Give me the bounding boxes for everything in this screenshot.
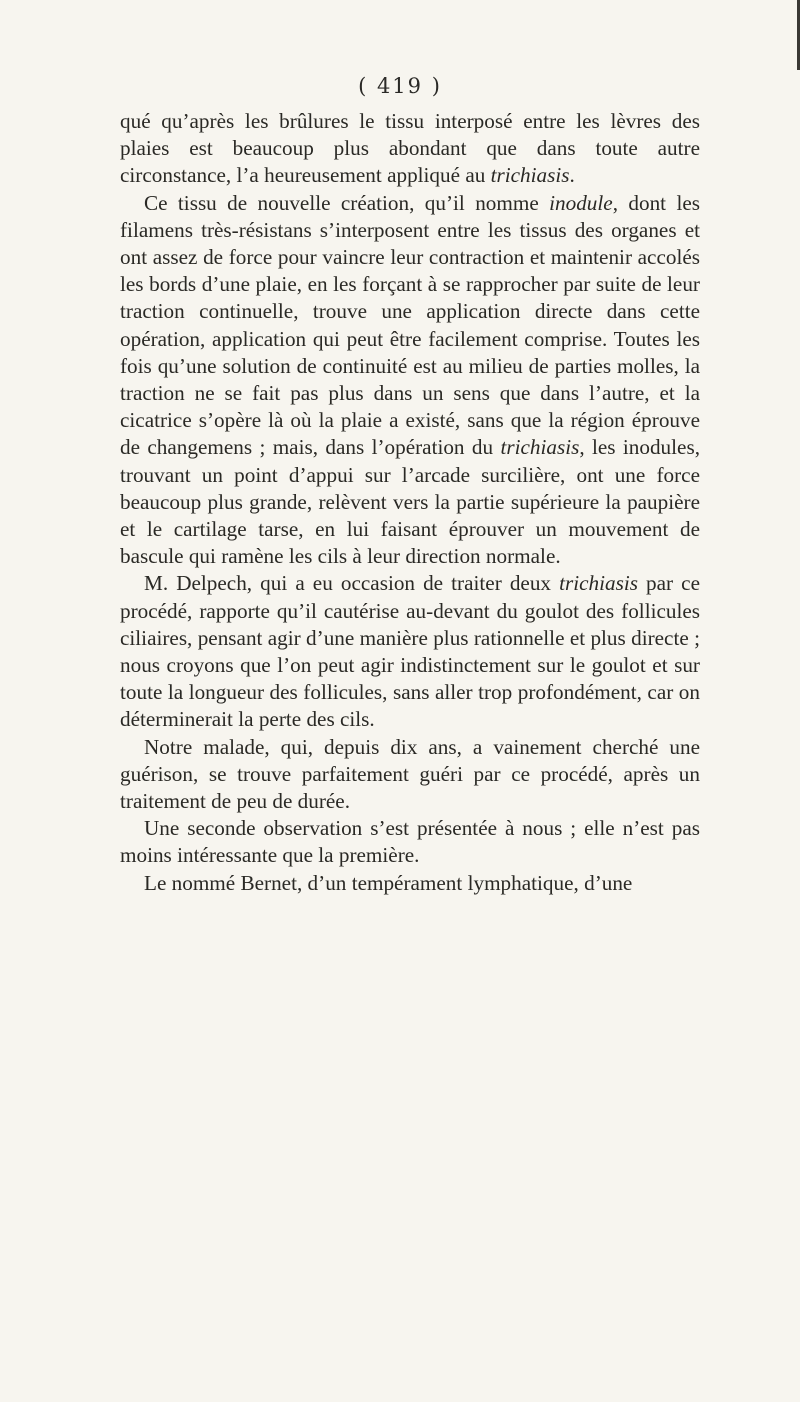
paragraph-6 xyxy=(120,870,700,897)
paragraph-5 xyxy=(120,815,700,869)
text-span: Ce tissu de nouvelle création, qu’il nomme xyxy=(144,190,550,215)
paragraph-1 xyxy=(120,108,700,190)
italic-term: trichiasis xyxy=(500,435,580,460)
text-span: M. Delpech, qui a eu occasion de traiter deux xyxy=(144,571,560,596)
italic-term: inodule xyxy=(549,190,613,215)
italic-term: trichiasis xyxy=(559,571,638,596)
paragraph-2 xyxy=(120,190,700,571)
text-span: Une seconde observation s’est présentée à nous ; elle n’est pas moins intéressante que la première. xyxy=(120,816,700,868)
body-text xyxy=(120,108,700,897)
text-span: qué qu’après les brûlures le tissu interposé entre les lèvres des plaies est beaucoup plus abondant que dans toute autre circonstance, l’a heureusement appliqué au xyxy=(120,109,700,188)
text-span: Le nommé Bernet, d’un tempérament lymphatique, d’une xyxy=(144,870,633,895)
paragraph-3 xyxy=(120,570,700,733)
text-span: . xyxy=(569,163,575,188)
page-number: ( 419 ) xyxy=(358,74,442,98)
italic-term: trichiasis xyxy=(490,163,570,188)
text-span: , les inodules, trouvant un point d’appui sur l’arcade surcilière, ont une force beaucoup plus grande, relèvent vers la partie supérieure la paupière et le cartilage tarse, en lui faisant éprouver un mouvement de bascule qui ramène les cils à leur direction normale. xyxy=(120,435,700,569)
paragraph-4 xyxy=(120,734,700,816)
text-span: , dont les filamens très-résistans s’interposent entre les tissus des organes et ont assez de force pour vaincre leur contraction et maintenir accolés les bords d’une plaie, en les forçant à se rapprocher par suite de leur traction continuelle, trouve une application directe dans cette opération, application qui peut être facilement comprise. Toutes les fois qu’une solution de continuité est au milieu de parties molles, la traction ne se fait pas plus dans un sens que dans l’autre, et la cicatrice s’opère là où la plaie a existé, sans que la région éprouve de changemens ; mais, dans l’opération du xyxy=(120,190,700,460)
text-span: par ce procédé, rapporte qu’il cautérise au-devant du goulot des follicules ciliaires, pensant agir d’une manière plus rationnelle et plus directe ; nous croyons que l’on peut agir indistinctement sur le goulot et sur toute la longueur des follicules, sans aller trop profondément, car on déterminerait la perte des cils. xyxy=(120,571,700,732)
text-span: Notre malade, qui, depuis dix ans, a vainement cherché une guérison, se trouve parfaitement guéri par ce procédé, après un traitement de peu de durée. xyxy=(120,734,700,814)
